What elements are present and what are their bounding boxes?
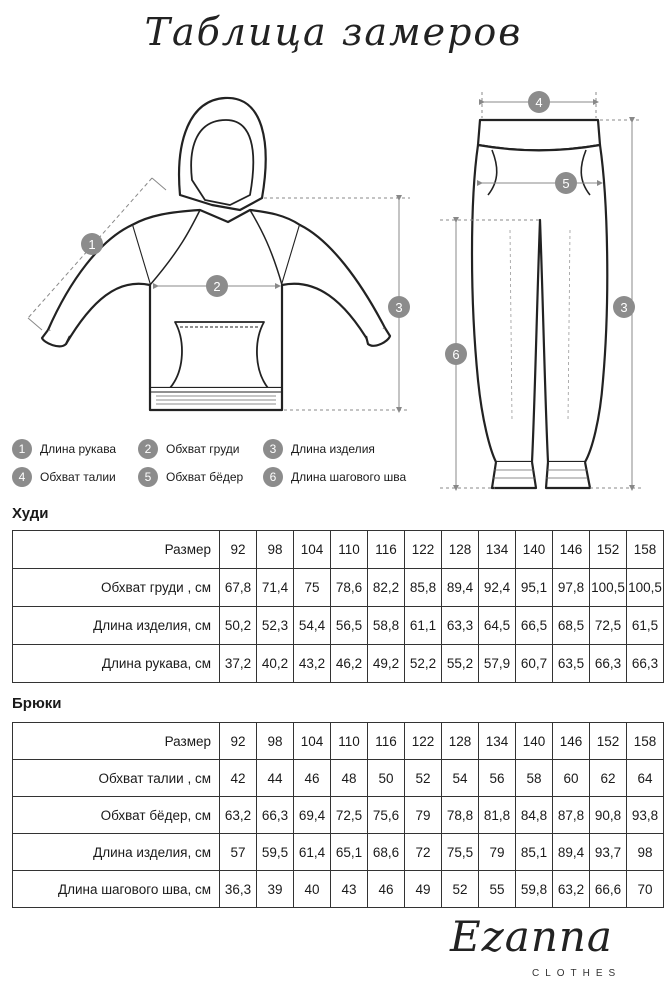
table-cell: 54,4 xyxy=(294,607,331,645)
table-cell: 89,4 xyxy=(442,569,479,607)
table-cell: 104 xyxy=(294,723,331,760)
table-cell: 97,8 xyxy=(553,569,590,607)
legend-number: 6 xyxy=(263,467,283,487)
table-row xyxy=(13,723,664,760)
row-label: Обхват груди , см xyxy=(13,569,220,607)
table-cell: 152 xyxy=(590,723,627,760)
legend-label: Длина рукава xyxy=(40,442,117,456)
table-cell: 98 xyxy=(627,834,664,871)
brand-logo xyxy=(440,912,660,992)
table-cell: 50,2 xyxy=(220,607,257,645)
legend-label: Длина шагового шва xyxy=(291,470,407,484)
table-cell: 85,1 xyxy=(516,834,553,871)
table-cell: 158 xyxy=(627,531,664,569)
table-cell: 52 xyxy=(442,871,479,908)
marker-3-pants: 3 xyxy=(620,300,628,315)
hoodie-size-table xyxy=(12,530,664,683)
table-cell: 57,9 xyxy=(479,645,516,683)
table-cell: 36,3 xyxy=(220,871,257,908)
legend-label: Обхват талии xyxy=(40,470,116,484)
marker-1: 1 xyxy=(88,237,96,252)
legend-item xyxy=(263,466,406,488)
row-label: Длина изделия, см xyxy=(13,834,220,871)
table-cell: 52 xyxy=(405,760,442,797)
table-cell: 52,2 xyxy=(405,645,442,683)
table-cell: 122 xyxy=(405,531,442,569)
table-cell: 81,8 xyxy=(479,797,516,834)
pants-illustration xyxy=(472,120,607,488)
table-cell: 64 xyxy=(627,760,664,797)
marker-6: 6 xyxy=(452,347,460,362)
table-row xyxy=(13,645,664,683)
table-cell: 78,8 xyxy=(442,797,479,834)
table-cell: 89,4 xyxy=(553,834,590,871)
row-label: Длина изделия, см xyxy=(13,607,220,645)
legend-label: Обхват груди xyxy=(166,442,240,456)
table-row xyxy=(13,797,664,834)
table-cell: 63,3 xyxy=(442,607,479,645)
table-cell: 75 xyxy=(294,569,331,607)
table-cell: 46 xyxy=(294,760,331,797)
legend-item xyxy=(263,438,375,460)
table-cell: 104 xyxy=(294,531,331,569)
table-cell: 46 xyxy=(368,871,405,908)
table-cell: 63,2 xyxy=(553,871,590,908)
legend-item xyxy=(12,438,116,460)
table-cell: 49,2 xyxy=(368,645,405,683)
marker-4: 4 xyxy=(535,95,543,110)
table-cell: 61,1 xyxy=(405,607,442,645)
pants-section-title: Брюки xyxy=(12,695,62,712)
table-cell: 40,2 xyxy=(257,645,294,683)
table-cell: 57 xyxy=(220,834,257,871)
table-cell: 63,2 xyxy=(220,797,257,834)
row-label: Размер xyxy=(13,723,220,760)
table-row xyxy=(13,871,664,908)
table-cell: 66,3 xyxy=(590,645,627,683)
table-row xyxy=(13,607,664,645)
table-cell: 52,3 xyxy=(257,607,294,645)
table-cell: 68,6 xyxy=(368,834,405,871)
legend-number: 3 xyxy=(263,439,283,459)
row-label: Размер xyxy=(13,531,220,569)
table-cell: 90,8 xyxy=(590,797,627,834)
row-label: Длина шагового шва, см xyxy=(13,871,220,908)
table-cell: 75,5 xyxy=(442,834,479,871)
table-cell: 58 xyxy=(516,760,553,797)
table-cell: 116 xyxy=(368,723,405,760)
table-cell: 64,5 xyxy=(479,607,516,645)
legend-number: 2 xyxy=(138,439,158,459)
table-cell: 110 xyxy=(331,531,368,569)
table-cell: 72,5 xyxy=(331,797,368,834)
table-cell: 60,7 xyxy=(516,645,553,683)
table-cell: 140 xyxy=(516,723,553,760)
table-cell: 37,2 xyxy=(220,645,257,683)
table-cell: 63,5 xyxy=(553,645,590,683)
table-cell: 128 xyxy=(442,531,479,569)
legend-item xyxy=(138,466,243,488)
table-cell: 69,4 xyxy=(294,797,331,834)
table-cell: 93,8 xyxy=(627,797,664,834)
table-cell: 42 xyxy=(220,760,257,797)
row-label: Обхват бёдер, см xyxy=(13,797,220,834)
table-cell: 95,1 xyxy=(516,569,553,607)
table-cell: 66,3 xyxy=(257,797,294,834)
table-cell: 43,2 xyxy=(294,645,331,683)
table-cell: 59,8 xyxy=(516,871,553,908)
table-cell: 65,1 xyxy=(331,834,368,871)
table-cell: 92,4 xyxy=(479,569,516,607)
table-cell: 60 xyxy=(553,760,590,797)
page-title: Таблица замеров xyxy=(144,10,523,54)
table-cell: 62 xyxy=(590,760,627,797)
table-cell: 116 xyxy=(368,531,405,569)
table-cell: 71,4 xyxy=(257,569,294,607)
table-cell: 67,8 xyxy=(220,569,257,607)
table-cell: 66,3 xyxy=(627,645,664,683)
legend-item xyxy=(138,438,240,460)
marker-5: 5 xyxy=(562,176,570,191)
table-cell: 61,4 xyxy=(294,834,331,871)
table-cell: 92 xyxy=(220,723,257,760)
table-cell: 134 xyxy=(479,723,516,760)
table-row xyxy=(13,834,664,871)
table-cell: 92 xyxy=(220,531,257,569)
table-cell: 140 xyxy=(516,531,553,569)
table-row xyxy=(13,760,664,797)
table-cell: 68,5 xyxy=(553,607,590,645)
legend-number: 5 xyxy=(138,467,158,487)
table-cell: 122 xyxy=(405,723,442,760)
table-cell: 66,6 xyxy=(590,871,627,908)
table-cell: 55 xyxy=(479,871,516,908)
table-cell: 82,2 xyxy=(368,569,405,607)
marker-2: 2 xyxy=(213,279,221,294)
table-cell: 70 xyxy=(627,871,664,908)
row-label: Обхват талии , см xyxy=(13,760,220,797)
table-cell: 39 xyxy=(257,871,294,908)
table-cell: 85,8 xyxy=(405,569,442,607)
table-cell: 100,5 xyxy=(590,569,627,607)
table-cell: 146 xyxy=(553,723,590,760)
measurement-legend xyxy=(12,438,432,494)
table-cell: 58,8 xyxy=(368,607,405,645)
table-cell: 79 xyxy=(405,797,442,834)
table-row xyxy=(13,531,664,569)
brand-subtitle: CLOTHES xyxy=(532,968,622,979)
table-cell: 75,6 xyxy=(368,797,405,834)
table-cell: 56,5 xyxy=(331,607,368,645)
table-cell: 50 xyxy=(368,760,405,797)
table-cell: 56 xyxy=(479,760,516,797)
table-cell: 134 xyxy=(479,531,516,569)
table-cell: 93,7 xyxy=(590,834,627,871)
table-cell: 146 xyxy=(553,531,590,569)
table-cell: 72 xyxy=(405,834,442,871)
table-cell: 61,5 xyxy=(627,607,664,645)
legend-label: Обхват бёдер xyxy=(166,470,244,484)
table-cell: 84,8 xyxy=(516,797,553,834)
table-cell: 44 xyxy=(257,760,294,797)
table-cell: 87,8 xyxy=(553,797,590,834)
legend-number: 4 xyxy=(12,467,32,487)
table-cell: 49 xyxy=(405,871,442,908)
table-cell: 66,5 xyxy=(516,607,553,645)
table-cell: 48 xyxy=(331,760,368,797)
table-cell: 98 xyxy=(257,723,294,760)
legend-item xyxy=(12,466,116,488)
table-cell: 72,5 xyxy=(590,607,627,645)
marker-3-hoodie: 3 xyxy=(395,300,403,315)
row-label: Длина рукава, см xyxy=(13,645,220,683)
table-cell: 46,2 xyxy=(331,645,368,683)
table-cell: 128 xyxy=(442,723,479,760)
table-cell: 79 xyxy=(479,834,516,871)
table-cell: 158 xyxy=(627,723,664,760)
table-row xyxy=(13,569,664,607)
legend-number: 1 xyxy=(12,439,32,459)
table-cell: 100,5 xyxy=(627,569,664,607)
garment-diagram xyxy=(0,85,667,495)
table-cell: 43 xyxy=(331,871,368,908)
legend-label: Длина изделия xyxy=(291,442,375,456)
pants-size-table xyxy=(12,722,664,908)
hoodie-section-title: Худи xyxy=(12,505,49,522)
table-cell: 110 xyxy=(331,723,368,760)
table-cell: 98 xyxy=(257,531,294,569)
table-cell: 59,5 xyxy=(257,834,294,871)
table-cell: 54 xyxy=(442,760,479,797)
table-cell: 152 xyxy=(590,531,627,569)
table-cell: 55,2 xyxy=(442,645,479,683)
table-cell: 40 xyxy=(294,871,331,908)
brand-name: Ezanna xyxy=(450,912,613,961)
table-cell: 78,6 xyxy=(331,569,368,607)
